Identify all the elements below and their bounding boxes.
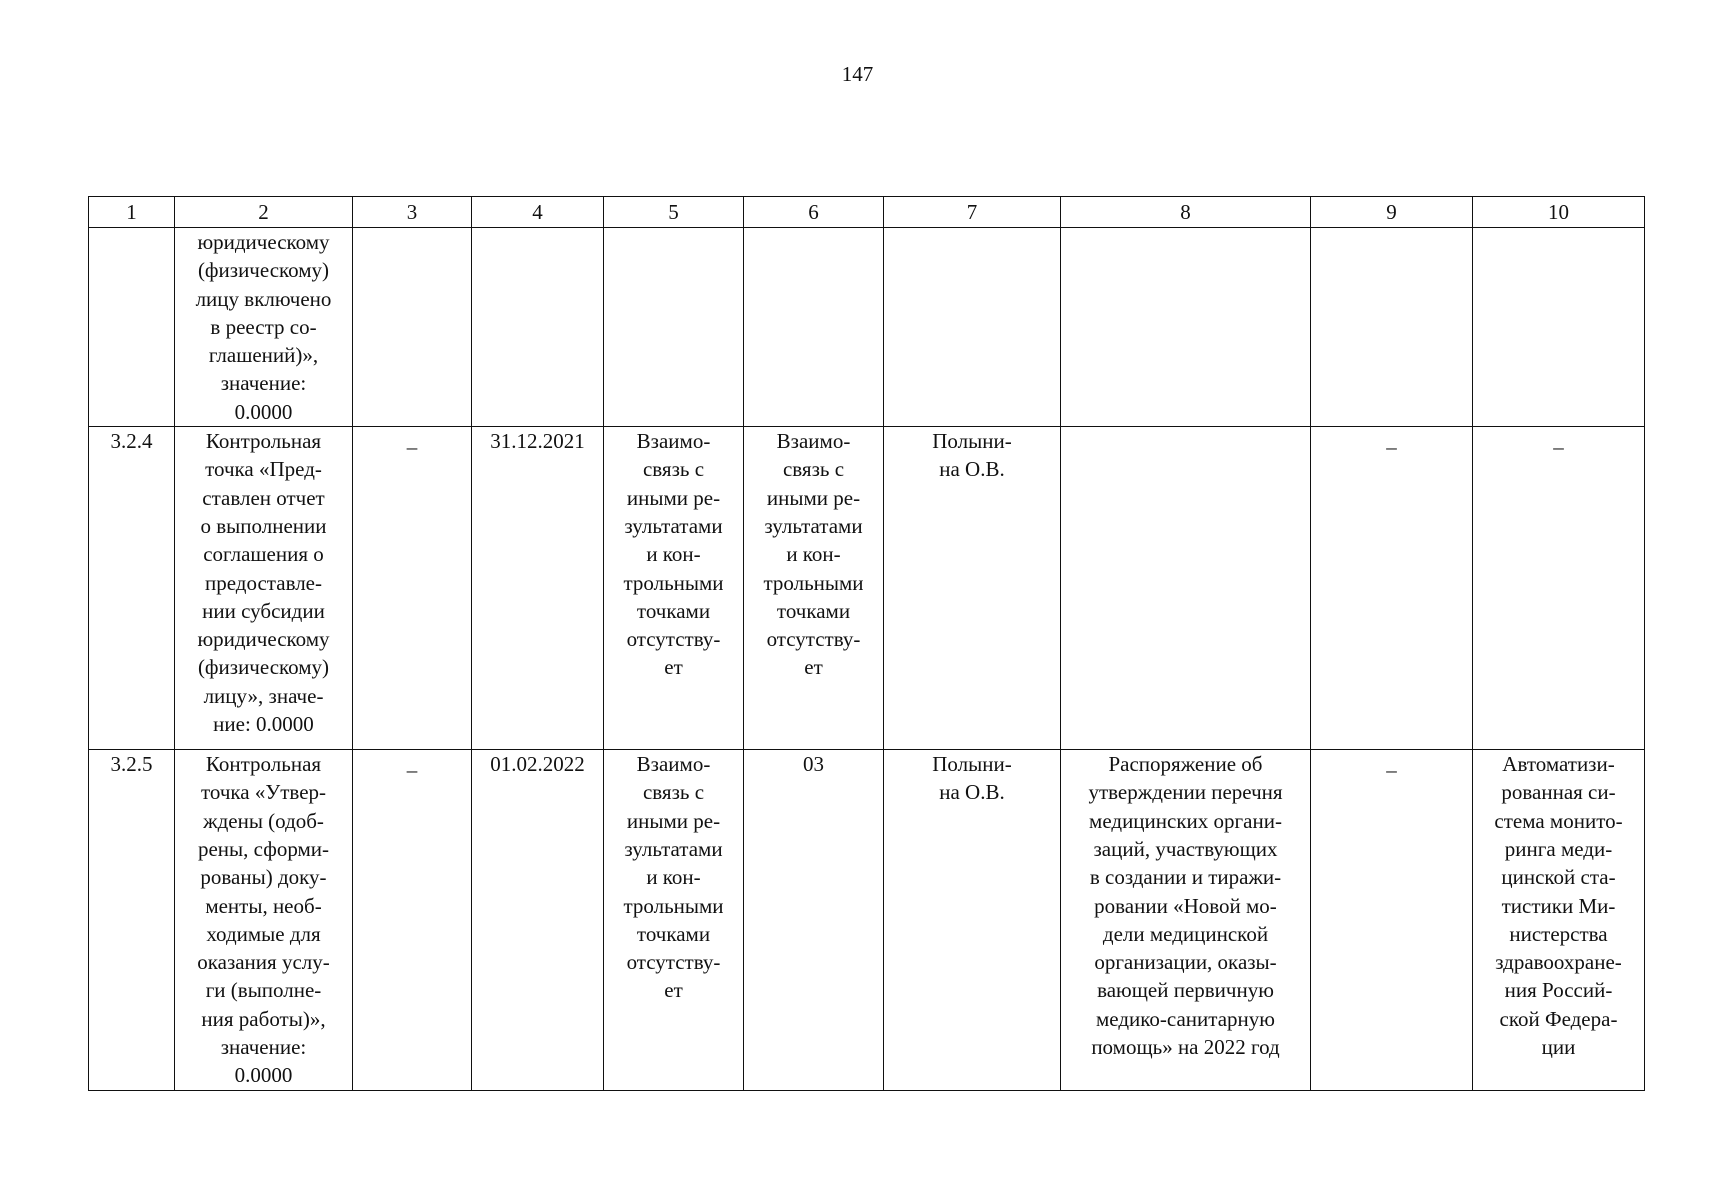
table-row-3-2-4 [89, 427, 1645, 750]
header-cell-7: 7 [884, 197, 1061, 228]
table-cell-col5 [604, 228, 744, 427]
header-cell-5: 5 [604, 197, 744, 228]
table-cell-col6: 03 [744, 750, 884, 1091]
table-cell-col5: Взаимо- связь с иными ре- зультатами и кон- трольными точками отсутству- ет [604, 750, 744, 1091]
table-cell-col3 [353, 228, 472, 427]
header-cell-6: 6 [744, 197, 884, 228]
table-cell-col9 [1311, 228, 1473, 427]
table-cell-name: Контрольная точка «Утвер- ждены (одоб- рены, сформи- рованы) доку- менты, необ- ходимые для оказания услу- ги (выполне- ния работы)», значение: 0.0000 [175, 750, 353, 1091]
table-cell-document: Распоряжение об утверждении перечня медицинских органи- заций, участвующих в создании и тиражи- ровании «Новой мо- дели медицинской организации, оказы- вающей первичную медико-санитарную помощь» на 2022 год [1061, 750, 1311, 1091]
table-cell-document [1061, 427, 1311, 750]
table-cell-date: 31.12.2021 [472, 427, 604, 750]
table-cell-system: Автоматизи- рованная си- стема монито- ринга меди- цинской ста- тистики Ми- нистерства здравоохране- ния Россий- ской Федера- ции [1473, 750, 1645, 1091]
table-cell-responsible: Полыни- на О.В. [884, 750, 1061, 1091]
table-cell-number: 3.2.4 [89, 427, 175, 750]
header-cell-3: 3 [353, 197, 472, 228]
table-cell-responsible: Полыни- на О.В. [884, 427, 1061, 750]
table-row-3-2-5 [89, 750, 1645, 1091]
table-cell-col6: Взаимо- связь с иными ре- зультатами и кон- трольными точками отсутству- ет [744, 427, 884, 750]
header-cell-8: 8 [1061, 197, 1311, 228]
table-row-continuation [89, 228, 1645, 427]
table-cell-col6 [744, 228, 884, 427]
table-cell-name: юридическому (физическому) лицу включено в реестр со- глашений)», значение: 0.0000 [175, 228, 353, 427]
table-cell-system [1473, 228, 1645, 427]
table-cell-col3: – [353, 427, 472, 750]
table-cell-col9: – [1311, 750, 1473, 1091]
data-table [88, 196, 1645, 1091]
header-cell-4: 4 [472, 197, 604, 228]
table-cell-document [1061, 228, 1311, 427]
table-cell-date: 01.02.2022 [472, 750, 604, 1091]
page-number: 147 [841, 62, 874, 86]
header-cell-1: 1 [89, 197, 175, 228]
header-cell-10: 10 [1473, 197, 1645, 228]
table-cell-date [472, 228, 604, 427]
table-cell-number: 3.2.5 [89, 750, 175, 1091]
table-cell-col9: – [1311, 427, 1473, 750]
table-cell-system: – [1473, 427, 1645, 750]
table-cell-col5: Взаимо- связь с иными ре- зультатами и кон- трольными точками отсутству- ет [604, 427, 744, 750]
header-row [89, 197, 1645, 228]
table-cell-responsible [884, 228, 1061, 427]
header-cell-2: 2 [175, 197, 353, 228]
table-cell-col3: – [353, 750, 472, 1091]
table-cell-name: Контрольная точка «Пред- ставлен отчет о выполнении соглашения о предоставле- нии субсидии юридическому (физическому) лицу», значе- ние: 0.0000 [175, 427, 353, 750]
header-cell-9: 9 [1311, 197, 1473, 228]
table-cell-number [89, 228, 175, 427]
